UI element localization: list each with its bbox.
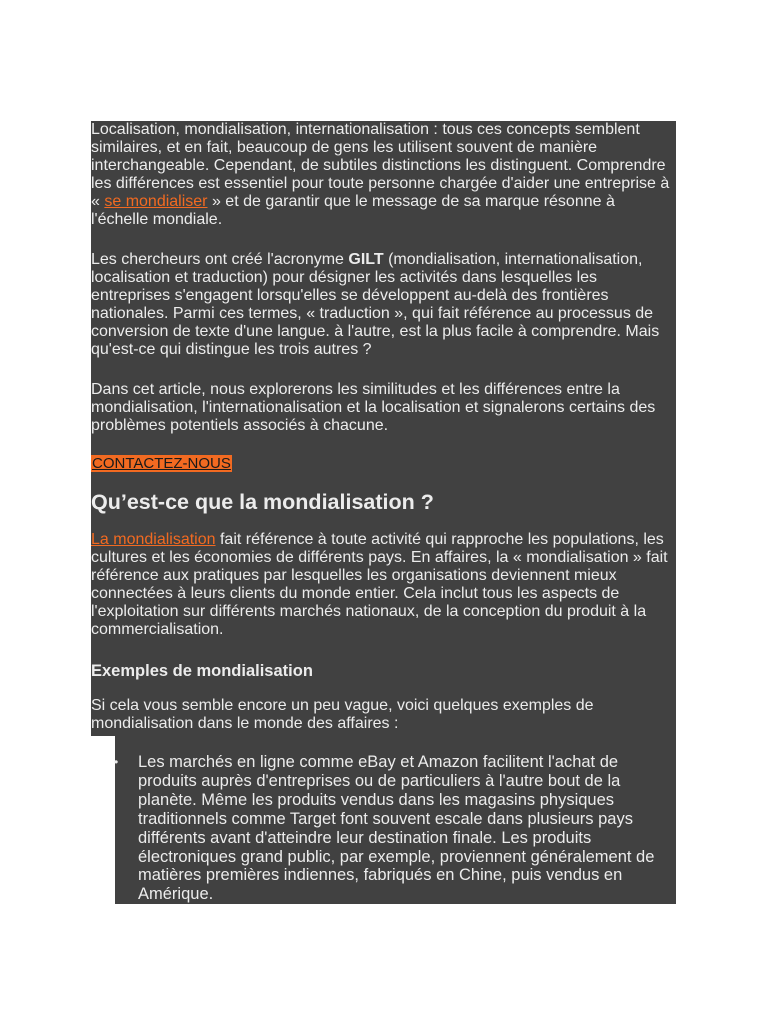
gilt-acronym: GILT <box>348 251 384 268</box>
intro-paragraph-2 <box>91 251 676 359</box>
examples-intro: Si cela vous semble encore un peu vague, voici quelques exemples de mondialisation dans le monde des affaires : <box>91 697 594 732</box>
gilt-text-start: Les chercheurs ont créé l'acronyme <box>91 251 349 268</box>
mondialisation-link[interactable]: La mondialisation <box>91 531 216 548</box>
section-text: fait référence à toute activité qui rapproche les populations, les cultures et les économies de différents pays. En affaires, la « mondialisation » fait référence aux pratiques par lesquelles les organisations deviennent mieux connectées à leurs clients du monde entier. Cela inclut tous les aspects de l'exploitation sur différents marchés nationaux, de la conception du produit à la commercialisation. <box>91 531 668 638</box>
gilt-text-end: (mondialisation, internationalisation, localisation et traduction) pour désigner les activités dans lesquelles les entreprises s'engagent lorsqu'elles se développent au-delà des frontières nationales. Parmi ces termes, « traduction », qui fait référence au processus de conversion de texte d'une langue. à l'autre, est la plus facile à comprendre. Mais qu'est-ce qui distingue les trois autres ? <box>91 251 660 358</box>
contact-button[interactable]: CONTACTEZ-NOUS <box>92 455 231 472</box>
section-paragraph <box>91 531 676 639</box>
intro-text: Localisation, mondialisation, internationalisation : tous ces concepts semblent similaires, et en fait, beaucoup de gens les utilisent souvent de manière interchangeable. Cependant, de subtiles distinctions les distinguent. Comprendre les différences est essentiel pour toute personne chargée d'aider une entreprise à « <box>91 121 670 210</box>
se-mondialiser-link[interactable]: se mondialiser <box>104 193 208 210</box>
intro-text-end: » et de garantir que le message de sa marque résonne à l'échelle mondiale. <box>91 193 615 228</box>
intro-paragraph-3: Dans cet article, nous explorerons les similitudes et les différences entre la mondialisation, l'internationalisation et la localisation et signalerons certains des problèmes potentiels associés à chacune. <box>91 381 656 434</box>
section-title: Qu’est-ce que la mondialisation ? <box>91 490 434 514</box>
intro-paragraph-1 <box>91 121 676 229</box>
bullet-icon: • <box>114 755 119 769</box>
list-item: Les marchés en ligne comme eBay et Amazon facilitent l'achat de produits auprès d'entreprises ou de particuliers à l'autre bout de la planète. Même les produits vendus dans les magasins physiques traditionnels comme Target font souvent escale dans plusieurs pays différents avant d'atteindre leur destination finale. Les produits électroniques grand public, par exemple, proviennent généralement de matières premières indiennes, fabriqués en Chine, puis vendus en Amérique. <box>138 753 655 904</box>
examples-title: Exemples de mondialisation <box>91 662 313 680</box>
